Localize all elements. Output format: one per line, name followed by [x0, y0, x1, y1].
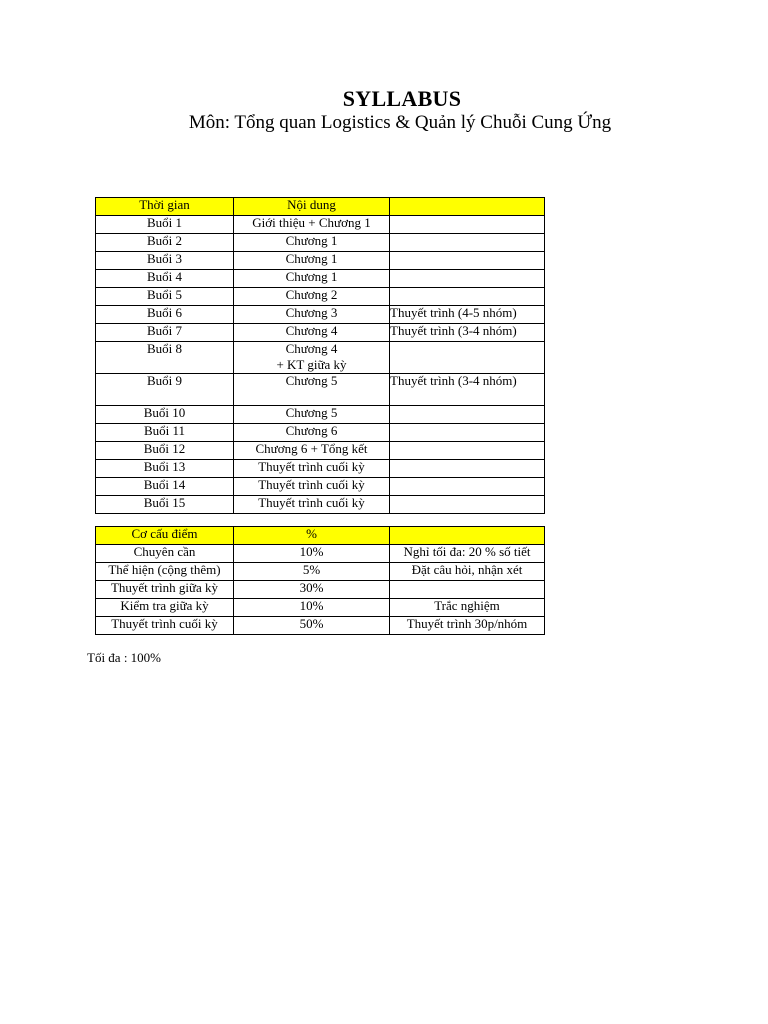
- course-subtitle: Môn: Tổng quan Logistics & Quản lý Chuỗi Cung Ứng: [188, 112, 612, 133]
- content-cell: Chương 4: [234, 324, 390, 342]
- schedule-row: [96, 406, 545, 424]
- session-cell: Buổi 6: [96, 306, 234, 324]
- note-cell: [390, 581, 545, 599]
- content-cell: Thuyết trình cuối kỳ: [234, 496, 390, 514]
- percent-cell: 50%: [234, 617, 390, 635]
- schedule-row: [96, 342, 545, 374]
- percent-cell: 10%: [234, 599, 390, 617]
- content-cell: Chương 6: [234, 424, 390, 442]
- grading-header-component: Cơ cấu điểm: [96, 527, 234, 545]
- max-total-note: Tối đa : 100%: [87, 650, 162, 665]
- grading-row: [96, 599, 545, 617]
- schedule-row: [96, 270, 545, 288]
- note-cell: Thuyết trình 30p/nhóm: [390, 617, 545, 635]
- content-cell: Thuyết trình cuối kỳ: [234, 460, 390, 478]
- grading-table: [95, 526, 545, 635]
- note-cell: [390, 234, 545, 252]
- content-cell: Thuyết trình cuối kỳ: [234, 478, 390, 496]
- component-cell: Thuyết trình giữa kỳ: [96, 581, 234, 599]
- note-cell: Đặt câu hỏi, nhận xét: [390, 563, 545, 581]
- session-cell: Buổi 11: [96, 424, 234, 442]
- session-cell: Buổi 5: [96, 288, 234, 306]
- schedule-row: [96, 288, 545, 306]
- percent-cell: 10%: [234, 545, 390, 563]
- session-cell: Buổi 4: [96, 270, 234, 288]
- schedule-header-time: Thời gian: [96, 198, 234, 216]
- grading-header-note: [390, 527, 545, 545]
- schedule-row: [96, 234, 545, 252]
- note-cell: [390, 342, 545, 374]
- content-cell: Chương 1: [234, 252, 390, 270]
- grading-row: [96, 617, 545, 635]
- schedule-row: [96, 374, 545, 406]
- content-cell: Giới thiệu + Chương 1: [234, 216, 390, 234]
- note-cell: Nghỉ tối đa: 20 % số tiết: [390, 545, 545, 563]
- note-cell: [390, 442, 545, 460]
- grading-row: [96, 545, 545, 563]
- percent-cell: 5%: [234, 563, 390, 581]
- schedule-table: [95, 197, 545, 514]
- content-line: Chương 4: [285, 341, 338, 356]
- schedule-header-note: [390, 198, 545, 216]
- session-cell: Buổi 9: [96, 374, 234, 406]
- schedule-row: [96, 216, 545, 234]
- note-cell: [390, 496, 545, 514]
- note-cell: Thuyết trình (3-4 nhóm): [390, 324, 545, 342]
- schedule-row: [96, 496, 545, 514]
- session-cell: Buổi 3: [96, 252, 234, 270]
- note-cell: [390, 460, 545, 478]
- session-cell: Buổi 13: [96, 460, 234, 478]
- session-cell: Buổi 1: [96, 216, 234, 234]
- schedule-row: [96, 306, 545, 324]
- session-cell: Buổi 10: [96, 406, 234, 424]
- content-cell: Chương 2: [234, 288, 390, 306]
- schedule-row: [96, 424, 545, 442]
- note-cell: Trắc nghiệm: [390, 599, 545, 617]
- content-cell: Chương 3: [234, 306, 390, 324]
- note-cell: [390, 270, 545, 288]
- component-cell: Kiểm tra giữa kỳ: [96, 599, 234, 617]
- session-cell: Buổi 14: [96, 478, 234, 496]
- note-cell: [390, 478, 545, 496]
- content-cell: Chương 5: [234, 406, 390, 424]
- content-cell: [234, 342, 390, 374]
- note-cell: [390, 424, 545, 442]
- schedule-row: [96, 324, 545, 342]
- schedule-row: [96, 252, 545, 270]
- note-cell: Thuyết trình (4-5 nhóm): [390, 306, 545, 324]
- content-line-2: + KT giữa kỳ: [276, 357, 347, 372]
- grading-row: [96, 563, 545, 581]
- schedule-header-row: [96, 198, 545, 216]
- session-cell: Buổi 2: [96, 234, 234, 252]
- session-cell: Buổi 12: [96, 442, 234, 460]
- session-cell: Buổi 8: [96, 342, 234, 374]
- percent-cell: 30%: [234, 581, 390, 599]
- note-cell: Thuyết trình (3-4 nhóm): [390, 374, 545, 406]
- note-cell: [390, 252, 545, 270]
- schedule-row: [96, 460, 545, 478]
- note-cell: [390, 216, 545, 234]
- content-cell: Chương 5: [234, 374, 390, 406]
- component-cell: Chuyên cần: [96, 545, 234, 563]
- schedule-header-content: Nội dung: [234, 198, 390, 216]
- grading-header-percent: %: [234, 527, 390, 545]
- schedule-row: [96, 478, 545, 496]
- session-cell: Buổi 15: [96, 496, 234, 514]
- content-cell: Chương 6 + Tổng kết: [234, 442, 390, 460]
- grading-header-row: [96, 527, 545, 545]
- component-cell: Thể hiện (cộng thêm): [96, 563, 234, 581]
- note-cell: [390, 288, 545, 306]
- schedule-row: [96, 442, 545, 460]
- note-cell: [390, 406, 545, 424]
- component-cell: Thuyết trình cuối kỳ: [96, 617, 234, 635]
- session-cell: Buổi 7: [96, 324, 234, 342]
- content-cell: Chương 1: [234, 234, 390, 252]
- grading-row: [96, 581, 545, 599]
- document-title: SYLLABUS: [342, 86, 462, 111]
- content-cell: Chương 1: [234, 270, 390, 288]
